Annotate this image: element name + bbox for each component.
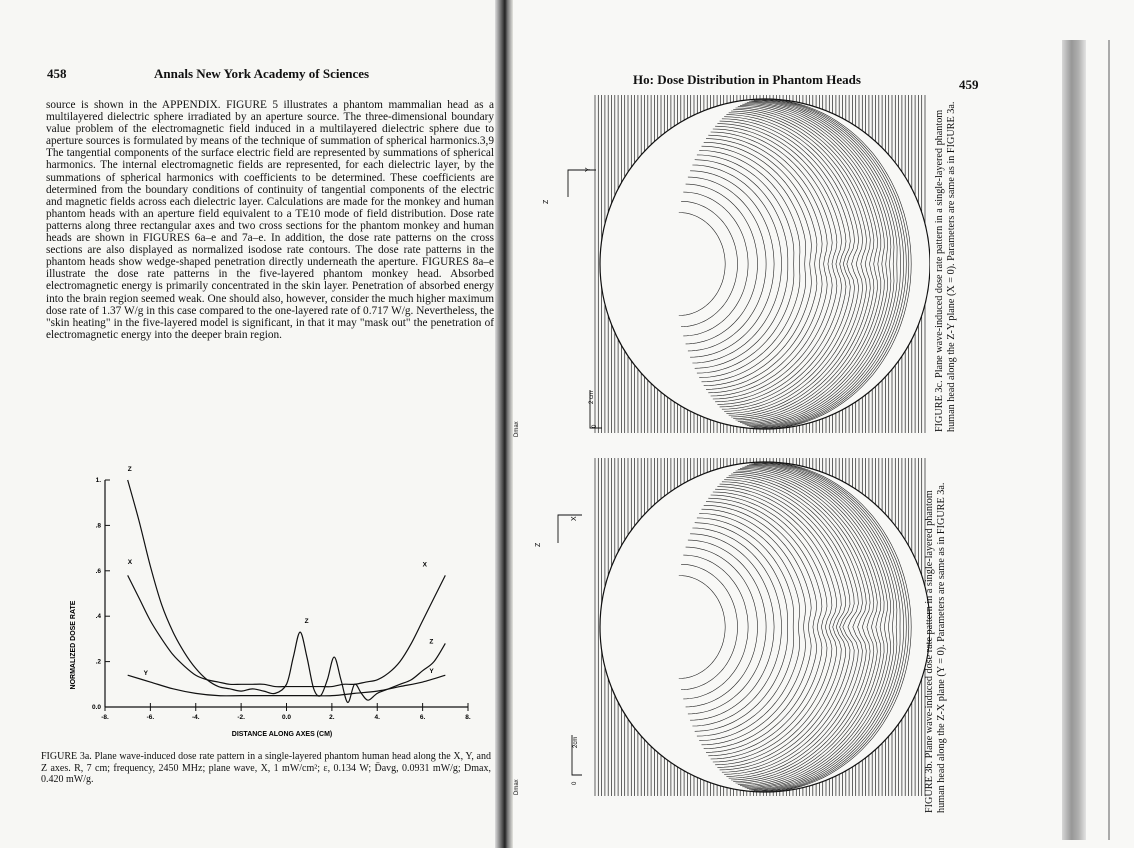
scale-label: 2cm	[573, 736, 579, 748]
figure-3c-caption: FIGURE 3c. Plane wave-induced dose rate pattern in a single-layered phantom human head along the Z-Y plane (X = 0). Parameters are same as in FIGURE 3a.	[934, 101, 957, 432]
axis-label-z: Z	[535, 542, 542, 547]
y-tick-label: 1.	[95, 477, 101, 484]
axis-label-z: Z	[543, 199, 550, 204]
y-tick-label: .2	[95, 658, 101, 666]
y-axis-label: NORMALIZED DOSE RATE	[70, 600, 77, 690]
axis-indicator	[568, 170, 602, 428]
sphere-outline	[600, 99, 930, 429]
scale-label: 2 cm	[589, 390, 595, 404]
isodose-contours	[679, 462, 911, 792]
y-tick-label: .8	[95, 522, 101, 530]
body-paragraph: source is shown in the APPENDIX. FIGURE 5 illustrates a phantom mammalian head as a multilayered dielectric sphere irradiated by an aperture source. The three-dimensional boundary value problem of the electromagnetic field induced in a multilayered dielectric sphere due to aperture sources is formulated by means of the technique of summation of spherical harmonics.3,9 The tangential components of the surface electric field are represented by summations of spherical harmonics. The internal electromagnetic fields are represented, for each dielectric layer, by the summations of spherical harmonics with coefficients to be determined. These coefficients are determined from the boundary conditions of continuity of tangential components of the electric and magnetic fields across each dielectric layer. Calculations are made for the monkey and human phantom heads with an aperture field equivalent to a TE10 mode of field distribution. Dose rate patterns along three rectangular axes and two cross sections for the phantom monkey and human heads are shown in FIGURES 6a–e and 7a–e. In addition, the dose rate patterns on the cross sections are also displayed as normalized isodose rate contours. The dose rate patterns in the phantom heads show wedge-shaped penetration directly underneath the aperture. FIGURES 8a–e illustrate the dose rate patterns in the five-layered phantom monkey head. Absorbed electromagnetic energy is primarily concentrated in the skin layer. Penetration of absorbed energy into the brain region seemed weak. One should also, however, consider the much higher maximum dose rate of 1.37 W/g in this case compared to the one-layered rate of 0.717 W/g. Nevertheless, the "skin heating" in the five-layered model is significant, in that it may "mask out" the penetration of electromagnetic energy into the deeper brain region.	[46, 99, 494, 341]
x-tick-label: 2.	[329, 714, 335, 721]
dmax-label: Dmax	[514, 779, 520, 795]
x-tick-label: 6.	[419, 714, 426, 721]
figure-3a-chart	[60, 460, 480, 745]
sphere-outline	[600, 462, 930, 792]
series-line-z	[128, 480, 446, 702]
x-tick-label: -6.	[146, 714, 155, 721]
running-head-left: Annals New York Academy of Sciences	[154, 66, 370, 81]
curve-label: Z	[429, 638, 434, 646]
page-edge-line	[1108, 40, 1110, 840]
page-edge-shadow	[1062, 40, 1086, 840]
y-tick-label: 0.0	[91, 704, 101, 711]
x-tick-label: 4.	[374, 714, 380, 721]
isodose-contours	[679, 99, 911, 429]
x-tick-label: 8.	[465, 714, 471, 721]
figure-3c-contour	[510, 92, 930, 440]
x-tick-label: -2.	[237, 714, 245, 721]
curve-label: X	[422, 561, 427, 569]
axis-indicator	[558, 515, 582, 775]
dmax-label: Dmax	[514, 421, 520, 437]
contour-plot-3b	[558, 458, 930, 796]
curve-label: X	[127, 558, 133, 566]
x-tick-label: -4.	[191, 714, 200, 721]
series-line-x	[128, 575, 446, 686]
x-axis-label: DISTANCE ALONG AXES (CM)	[231, 731, 333, 738]
page-number-left: 458	[47, 66, 67, 81]
curve-label: Y	[143, 670, 148, 678]
figure-3b-caption: FIGURE 3b. Plane wave-induced dose rate pattern in a single-layered phantom human head along the Z-X plane (Y = 0). Parameters are same as in FIGURE 3a.	[924, 482, 947, 813]
curve-label: Z	[127, 465, 132, 473]
zero-label: 0	[572, 781, 578, 785]
curve-label: Y	[429, 667, 434, 675]
axis-label-x: X	[571, 516, 578, 521]
x-tick-label: 0.0	[281, 714, 292, 721]
y-tick-label: .6	[95, 567, 101, 575]
x-tick-label: -8.	[101, 714, 109, 721]
y-tick-label: .4	[95, 613, 101, 621]
chart-series	[128, 466, 446, 703]
figure-3a-caption: FIGURE 3a. Plane wave-induced dose rate pattern in a single-layered phantom human head along the X, Y, and Z axes. R, 7 cm; frequency, 2450 MHz; plane wave, X, 1 mW/cm²; ε, 0.134 W; D̄avg, 0.0931 mW/g; Dmax, 0.420 mW/g.	[41, 751, 491, 785]
contour-plot-3c	[568, 95, 930, 433]
running-head-right: Ho: Dose Distribution in Phantom Heads	[633, 72, 861, 87]
curve-label: Z	[304, 618, 309, 626]
zero-label: 0	[592, 424, 598, 428]
grid-frame	[595, 95, 925, 433]
axis-label-y: Y	[585, 167, 592, 172]
figure-3b-contour	[510, 455, 930, 800]
page-number-right: 459	[959, 77, 979, 92]
